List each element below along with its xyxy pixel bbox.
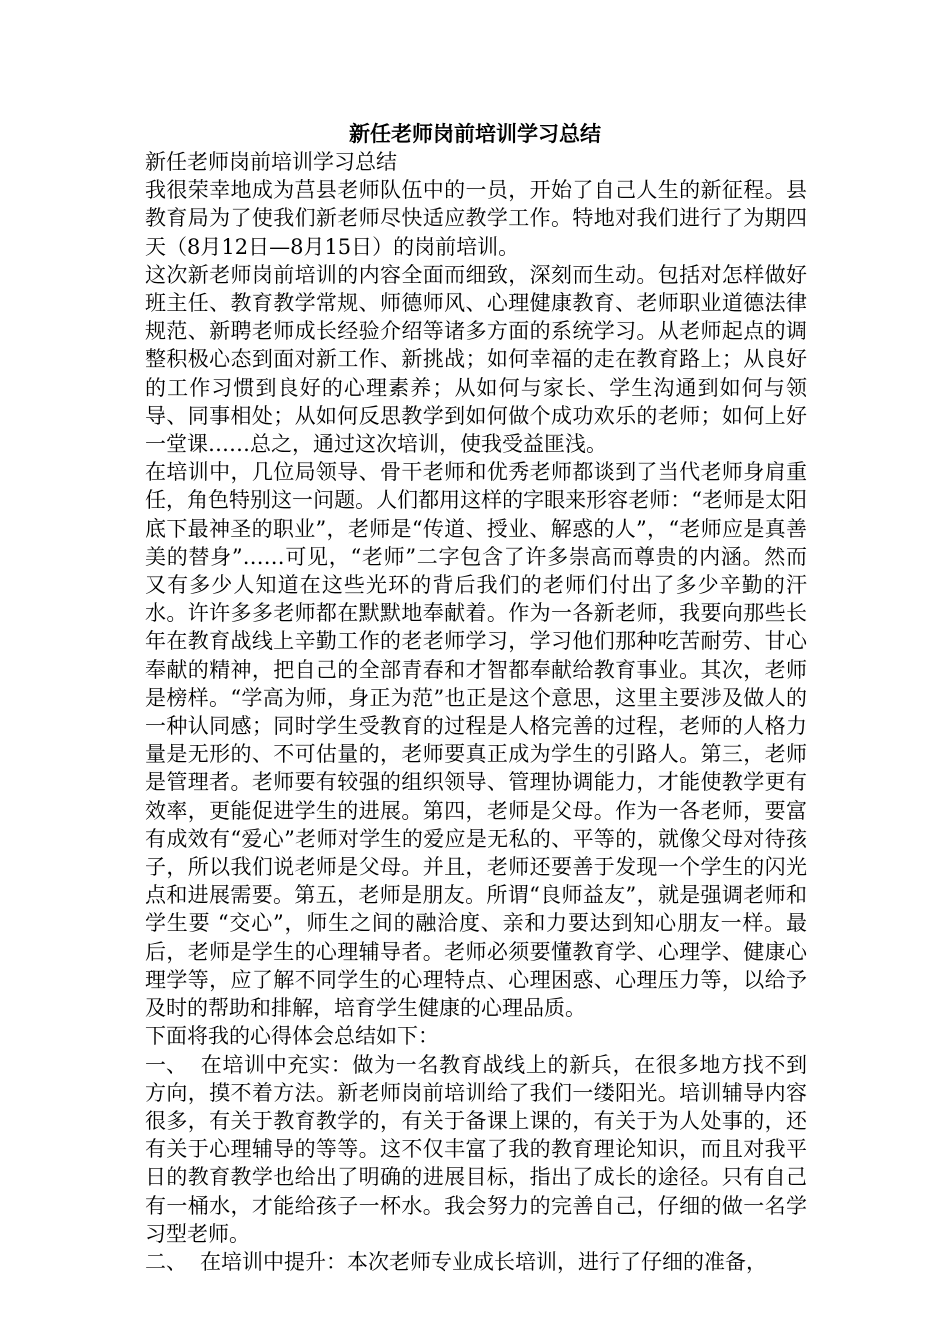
numbered-item-1-text: 在培训中充实：做为一名教育战线上的新兵，在很多地方找不到方向，摸不着方法。新老师岗前培训给了我们一缕阳光。培训辅导内容很多，有关于教育教学的，有关于备课上课的，有关于为人处事的，还有关于心理辅导的等等。这不仅丰富了我的教育理论知识，而且对我平日的教育教学也给出了明确的进展目标，指出了成长的途径。只有自己有一桶水，才能给孩子一杯水。我会努力的完善自己，仔细的做一名学习型老师。: [145, 1052, 807, 1246]
paragraph-summary-lead: 下面将我的心得体会总结如下：: [145, 1024, 439, 1049]
numbered-item-1-marker: 一、: [145, 1052, 187, 1077]
paragraph-teacher-roles: 在培训中，几位局领导、骨干老师和优秀老师都谈到了当代老师身肩重任，角色特别这一问题。人们都用这样的字眼来形容老师：“老师是太阳底下最神圣的职业”，老师是“传道、授业、解惑的人”，“老师应是真善美的替身”……可见，“老师”二字包含了许多崇高而尊贵的内涵。然而又有多少人知道在这些光环的背后我们的老师们付出了多少辛勤的汗水。许许多多老师都在默默地奉献着。作为一各新老师，我要向那些长年在教育战线上辛勤工作的老老师学习，学习他们那种吃苦耐劳、甘心奉献的精神，把自己的全部青春和才智都奉献给教育事业。其次，老师是榜样。“学高为师，身正为范”也正是这个意思，这里主要涉及做人的一种认同感；同时学生受教育的过程是人格完善的过程，老师的人格力量是无形的、不可估量的，老师要真正成为学生的引路人。第三，老师是管理者。老师要有较强的组织领导、管理协调能力，才能使教学更有效率，更能促进学生的进展。第四，老师是父母。作为一各老师，要富有成效有“爱心”老师对学生的爱应是无私的、平等的，就像父母对待孩子，所以我们说老师是父母。并且，老师还要善于发现一个学生的闪光点和进展需要。第五，老师是朋友。所谓“良师益友”，就是强调老师和学生要 “交心”，师生之间的融洽度、亲和力要达到知心朋友一样。最后，老师是学生的心理辅导者。老师必须要懂教育学、心理学、健康心理学等，应了解不同学生的心理特点、心理困惑、心理压力等，以给予及时的帮助和排解，培育学生健康的心理品质。: [145, 460, 807, 1021]
document-subtitle: 新任老师岗前培训学习总结: [145, 150, 397, 174]
numbered-item-2: [145, 1248, 807, 1276]
numbered-item-2-marker: 二、: [145, 1249, 187, 1274]
numbered-item-2-text: 在培训中提升：本次老师专业成长培训，进行了仔细的准备，: [200, 1249, 767, 1274]
document-body: [145, 148, 807, 1276]
document-title: 新任老师岗前培训学习总结: [349, 122, 601, 146]
numbered-item-1: [145, 1051, 807, 1248]
paragraph-intro: 我很荣幸地成为莒县老师队伍中的一员，开始了自己人生的新征程。县教育局为了使我们新老师尽快适应教学工作。特地对我们进行了为期四天（8月12日—8月15日）的岗前培训。: [145, 178, 807, 259]
paragraph-training-content: 这次新老师岗前培训的内容全面而细致，深刻而生动。包括对怎样做好班主任、教育教学常规、师德师风、心理健康教育、老师职业道德法律规范、新聘老师成长经验介绍等诸多方面的系统学习。从老师起点的调整积极心态到面对新工作、新挑战；如何幸福的走在教育路上；从良好的工作习惯到良好的心理素养；从如何与家长、学生沟通到如何与领导、同事相处；从如何反思教学到如何做个成功欢乐的老师；如何上好一堂课……总之，通过这次培训，使我受益匪浅。: [145, 262, 807, 457]
